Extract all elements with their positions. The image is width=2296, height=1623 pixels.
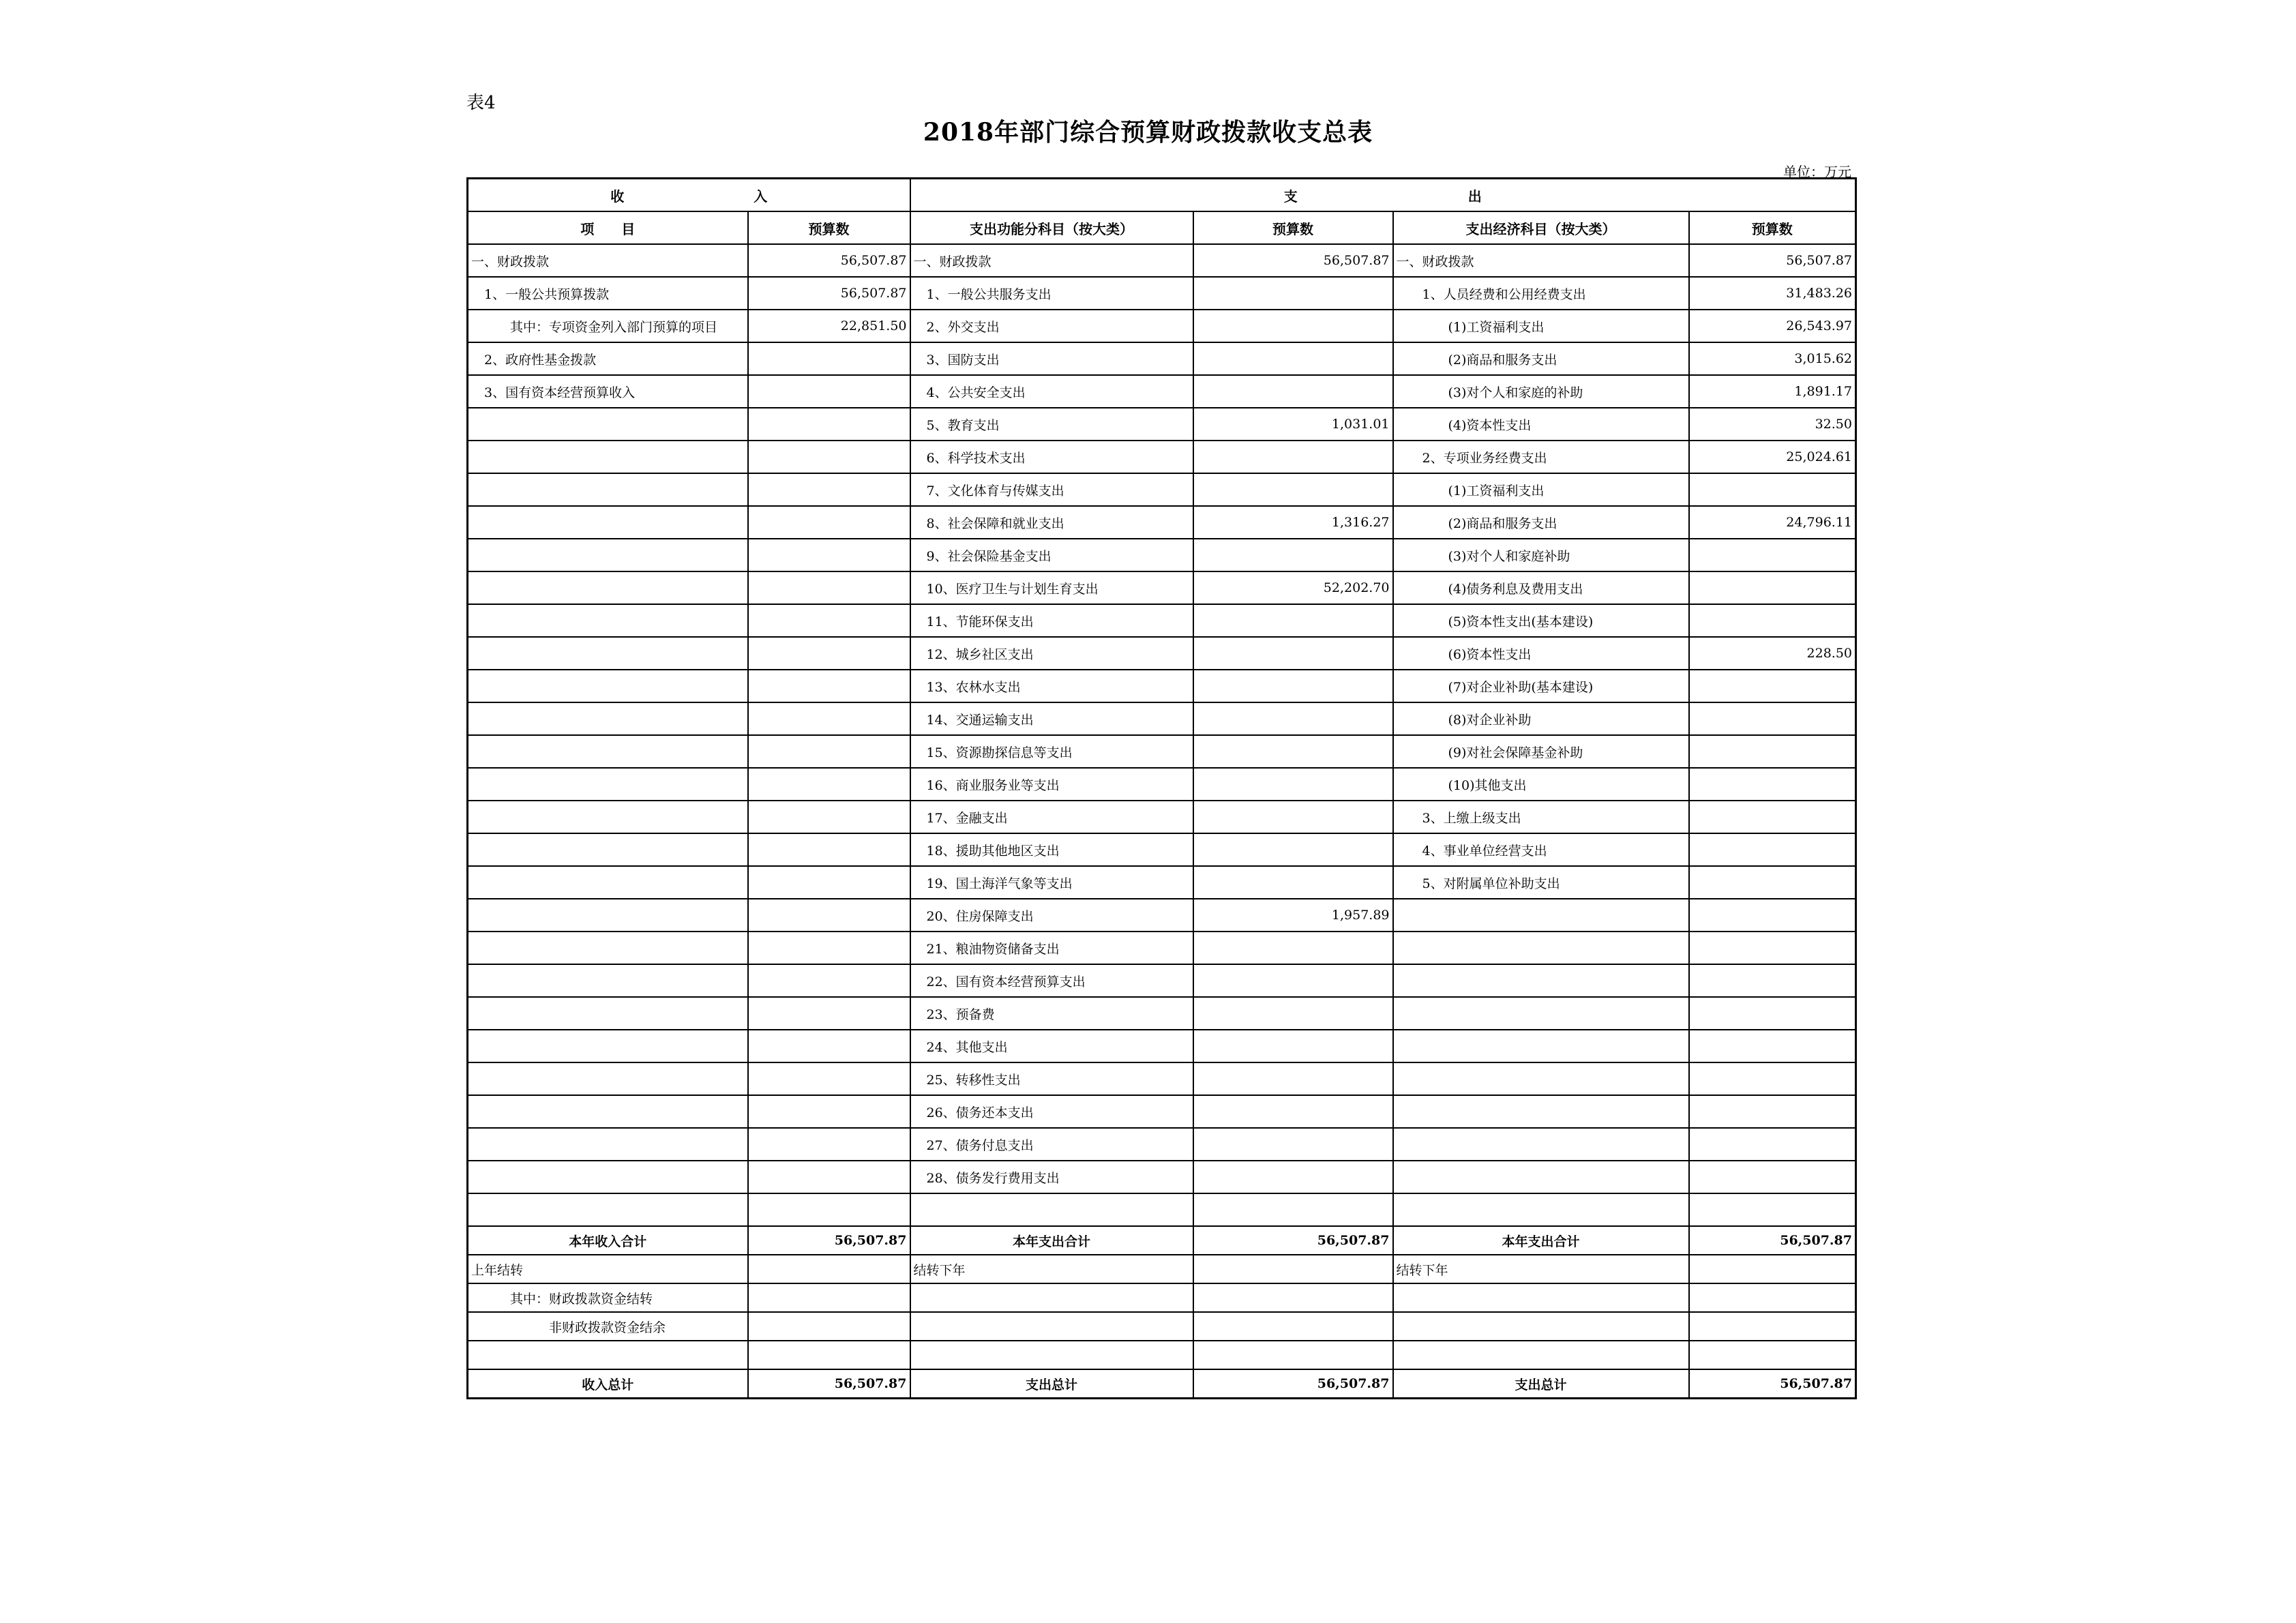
carry-row xyxy=(468,1255,1856,1283)
item-cell xyxy=(1393,1161,1689,1193)
budget-cell xyxy=(748,408,910,441)
item-cell: 本年收入合计 xyxy=(468,1226,748,1255)
item-cell: 3、国有资本经营预算收入 xyxy=(468,375,748,408)
item-cell xyxy=(468,932,748,964)
budget-cell xyxy=(1193,1161,1393,1193)
item-cell xyxy=(468,408,748,441)
budget-cell xyxy=(748,1283,910,1312)
item-cell: 23、预备费 xyxy=(910,997,1193,1030)
col-header-budget-function: 预算数 xyxy=(1193,211,1393,244)
table-row xyxy=(468,1095,1856,1128)
unit-label: 单位：万元 xyxy=(1783,164,1851,180)
table-row xyxy=(468,1193,1856,1226)
budget-cell: 22,851.50 xyxy=(748,310,910,342)
budget-cell xyxy=(748,506,910,539)
item-cell: (2)商品和服务支出 xyxy=(1393,342,1689,375)
item-cell: 一、财政拨款 xyxy=(1393,244,1689,277)
table-row xyxy=(468,473,1856,506)
budget-cell xyxy=(748,1341,910,1369)
item-cell: (1)工资福利支出 xyxy=(1393,310,1689,342)
budget-cell xyxy=(748,964,910,997)
expense-header-char-2: 出 xyxy=(1467,188,1482,205)
item-cell: 25、转移性支出 xyxy=(910,1062,1193,1095)
item-cell xyxy=(468,539,748,571)
item-cell: (8)对企业补助 xyxy=(1393,702,1689,735)
item-cell: 27、债务付息支出 xyxy=(910,1128,1193,1161)
item-cell xyxy=(468,441,748,473)
budget-cell xyxy=(1689,571,1856,604)
item-cell: 15、资源勘探信息等支出 xyxy=(910,735,1193,768)
budget-cell: 25,024.61 xyxy=(1689,441,1856,473)
budget-cell xyxy=(748,375,910,408)
table-row xyxy=(468,506,1856,539)
item-cell xyxy=(1393,1283,1689,1312)
budget-cell: 3,015.62 xyxy=(1689,342,1856,375)
item-cell: 2、外交支出 xyxy=(910,310,1193,342)
item-cell: 3、国防支出 xyxy=(910,342,1193,375)
budget-cell: 1,031.01 xyxy=(1193,408,1393,441)
budget-cell xyxy=(748,670,910,702)
budget-cell xyxy=(748,473,910,506)
table-row xyxy=(468,768,1856,801)
table-row xyxy=(468,932,1856,964)
table-row xyxy=(468,539,1856,571)
income-header-char-2: 入 xyxy=(754,188,768,205)
budget-cell xyxy=(1193,1341,1393,1369)
item-cell: 本年支出合计 xyxy=(910,1226,1193,1255)
item-cell: 21、粮油物资储备支出 xyxy=(910,932,1193,964)
budget-cell xyxy=(1193,1128,1393,1161)
item-cell: 一、财政拨款 xyxy=(910,244,1193,277)
budget-cell xyxy=(1193,768,1393,801)
budget-cell: 1,957.89 xyxy=(1193,899,1393,932)
budget-cell xyxy=(1193,375,1393,408)
budget-cell xyxy=(1689,1128,1856,1161)
budget-cell xyxy=(1689,735,1856,768)
item-cell: 10、医疗卫生与计划生育支出 xyxy=(910,571,1193,604)
item-cell xyxy=(1393,1062,1689,1095)
header-row-sections xyxy=(468,179,1856,212)
item-cell xyxy=(468,768,748,801)
item-cell: 6、科学技术支出 xyxy=(910,441,1193,473)
budget-cell xyxy=(748,801,910,833)
budget-cell xyxy=(1689,702,1856,735)
budget-cell xyxy=(1193,997,1393,1030)
budget-cell xyxy=(748,539,910,571)
budget-cell xyxy=(1193,310,1393,342)
item-cell: 非财政拨款资金结余 xyxy=(468,1312,748,1341)
item-cell xyxy=(1393,1312,1689,1341)
item-cell xyxy=(910,1312,1193,1341)
budget-cell xyxy=(1689,833,1856,866)
table-number: 表4 xyxy=(466,93,496,113)
item-cell xyxy=(468,1030,748,1062)
item-cell xyxy=(468,1161,748,1193)
budget-cell xyxy=(1193,342,1393,375)
col-header-budget-income: 预算数 xyxy=(748,211,910,244)
income-section-header xyxy=(468,179,910,212)
table-row xyxy=(468,670,1856,702)
budget-cell xyxy=(1689,1095,1856,1128)
col-header-economic: 支出经济科目（按大类） xyxy=(1393,211,1689,244)
item-cell: (4)债务利息及费用支出 xyxy=(1393,571,1689,604)
col-header-item: 项 目 xyxy=(468,211,748,244)
item-cell: 16、商业服务业等支出 xyxy=(910,768,1193,801)
table-row xyxy=(468,408,1856,441)
item-cell: 11、节能环保支出 xyxy=(910,604,1193,637)
budget-cell xyxy=(1689,539,1856,571)
budget-cell xyxy=(1193,1095,1393,1128)
item-cell: (10)其他支出 xyxy=(1393,768,1689,801)
item-cell xyxy=(468,997,748,1030)
budget-cell: 56,507.87 xyxy=(1193,1226,1393,1255)
item-cell: 2、专项业务经费支出 xyxy=(1393,441,1689,473)
budget-cell xyxy=(1689,899,1856,932)
item-cell: (5)资本性支出(基本建设) xyxy=(1393,604,1689,637)
item-cell xyxy=(1393,964,1689,997)
item-cell: 12、城乡社区支出 xyxy=(910,637,1193,670)
budget-cell xyxy=(1193,539,1393,571)
budget-cell: 56,507.87 xyxy=(1689,244,1856,277)
table-row xyxy=(468,997,1856,1030)
budget-cell xyxy=(1193,1193,1393,1226)
budget-cell xyxy=(748,899,910,932)
item-cell: 结转下年 xyxy=(1393,1255,1689,1283)
item-cell: 4、公共安全支出 xyxy=(910,375,1193,408)
budget-cell xyxy=(1193,932,1393,964)
item-cell: (3)对个人和家庭的补助 xyxy=(1393,375,1689,408)
item-cell: (4)资本性支出 xyxy=(1393,408,1689,441)
budget-cell xyxy=(1193,866,1393,899)
budget-cell: 32.50 xyxy=(1689,408,1856,441)
item-cell: 2、政府性基金拨款 xyxy=(468,342,748,375)
budget-cell xyxy=(1193,473,1393,506)
item-cell: 结转下年 xyxy=(910,1255,1193,1283)
item-cell: 3、上缴上级支出 xyxy=(1393,801,1689,833)
item-cell xyxy=(1393,1095,1689,1128)
budget-cell xyxy=(748,932,910,964)
item-cell: 其中：专项资金列入部门预算的项目 xyxy=(468,310,748,342)
item-cell xyxy=(1393,997,1689,1030)
budget-cell: 56,507.87 xyxy=(1193,1369,1393,1399)
item-cell: 13、农林水支出 xyxy=(910,670,1193,702)
grand-total-row xyxy=(468,1369,1856,1399)
budget-cell xyxy=(1689,604,1856,637)
budget-cell: 56,507.87 xyxy=(748,1369,910,1399)
item-cell xyxy=(468,670,748,702)
budget-cell xyxy=(1193,604,1393,637)
item-cell: (7)对企业补助(基本建设) xyxy=(1393,670,1689,702)
item-cell: 支出总计 xyxy=(1393,1369,1689,1399)
budget-cell xyxy=(748,768,910,801)
budget-cell xyxy=(748,866,910,899)
budget-cell xyxy=(1193,735,1393,768)
budget-cell xyxy=(1689,1255,1856,1283)
budget-cell xyxy=(1689,473,1856,506)
budget-cell xyxy=(748,441,910,473)
budget-cell xyxy=(1193,637,1393,670)
item-cell: 19、国土海洋气象等支出 xyxy=(910,866,1193,899)
budget-cell xyxy=(1193,1283,1393,1312)
item-cell: (2)商品和服务支出 xyxy=(1393,506,1689,539)
item-cell xyxy=(910,1341,1193,1369)
table-row xyxy=(468,735,1856,768)
budget-cell xyxy=(748,571,910,604)
item-cell xyxy=(468,899,748,932)
budget-cell xyxy=(1193,801,1393,833)
item-cell: 收入总计 xyxy=(468,1369,748,1399)
budget-cell xyxy=(1689,1341,1856,1369)
budget-cell xyxy=(1193,702,1393,735)
budget-cell: 56,507.87 xyxy=(1193,244,1393,277)
item-cell: 20、住房保障支出 xyxy=(910,899,1193,932)
budget-cell xyxy=(1689,932,1856,964)
page-title: 2018年部门综合预算财政拨款收支总表 xyxy=(923,118,1373,147)
budget-cell xyxy=(748,1312,910,1341)
item-cell xyxy=(468,1062,748,1095)
expense-header-char-1: 支 xyxy=(1283,188,1298,205)
item-cell xyxy=(468,1193,748,1226)
budget-cell: 26,543.97 xyxy=(1689,310,1856,342)
item-cell xyxy=(1393,932,1689,964)
budget-cell xyxy=(748,1062,910,1095)
budget-cell xyxy=(748,1095,910,1128)
item-cell: 上年结转 xyxy=(468,1255,748,1283)
budget-cell: 228.50 xyxy=(1689,637,1856,670)
budget-cell xyxy=(1193,670,1393,702)
item-cell xyxy=(910,1193,1193,1226)
item-cell xyxy=(468,473,748,506)
item-cell: 24、其他支出 xyxy=(910,1030,1193,1062)
budget-cell xyxy=(748,833,910,866)
budget-cell: 1,891.17 xyxy=(1689,375,1856,408)
budget-cell: 52,202.70 xyxy=(1193,571,1393,604)
table-row xyxy=(468,1161,1856,1193)
budget-cell xyxy=(1689,670,1856,702)
item-cell: (6)资本性支出 xyxy=(1393,637,1689,670)
item-cell: 5、对附属单位补助支出 xyxy=(1393,866,1689,899)
budget-cell xyxy=(1193,1030,1393,1062)
table-row xyxy=(468,277,1856,310)
item-cell xyxy=(910,1283,1193,1312)
table-row xyxy=(468,310,1856,342)
budget-cell: 56,507.87 xyxy=(748,277,910,310)
budget-cell xyxy=(748,1255,910,1283)
budget-cell xyxy=(1689,1161,1856,1193)
budget-cell xyxy=(1193,1255,1393,1283)
item-cell xyxy=(468,1095,748,1128)
table-row xyxy=(468,899,1856,932)
table-row xyxy=(468,441,1856,473)
budget-cell xyxy=(1193,1312,1393,1341)
item-cell: 17、金融支出 xyxy=(910,801,1193,833)
item-cell: 本年支出合计 xyxy=(1393,1226,1689,1255)
item-cell: 1、人员经费和公用经费支出 xyxy=(1393,277,1689,310)
budget-cell xyxy=(748,604,910,637)
item-cell: 14、交通运输支出 xyxy=(910,702,1193,735)
table-row xyxy=(468,244,1856,277)
budget-cell xyxy=(1193,964,1393,997)
item-cell: 支出总计 xyxy=(910,1369,1193,1399)
budget-cell xyxy=(1193,1062,1393,1095)
table-row xyxy=(468,833,1856,866)
budget-cell: 56,507.87 xyxy=(748,244,910,277)
item-cell: (9)对社会保障基金补助 xyxy=(1393,735,1689,768)
budget-cell xyxy=(1689,1283,1856,1312)
table-row xyxy=(468,571,1856,604)
budget-cell xyxy=(748,1030,910,1062)
col-header-function: 支出功能分科目（按大类） xyxy=(910,211,1193,244)
item-cell: 8、社会保障和就业支出 xyxy=(910,506,1193,539)
item-cell xyxy=(468,571,748,604)
income-header-char-1: 收 xyxy=(610,188,625,205)
item-cell xyxy=(1393,1193,1689,1226)
table-row xyxy=(468,1062,1856,1095)
table-row xyxy=(468,342,1856,375)
year-total-row xyxy=(468,1226,1856,1255)
item-cell xyxy=(468,833,748,866)
item-cell xyxy=(468,604,748,637)
col-header-budget-economic: 预算数 xyxy=(1689,211,1856,244)
table-row xyxy=(468,702,1856,735)
budget-cell xyxy=(1689,1062,1856,1095)
item-cell: 1、一般公共预算拨款 xyxy=(468,277,748,310)
table-row xyxy=(468,1030,1856,1062)
item-cell xyxy=(468,702,748,735)
item-cell xyxy=(468,866,748,899)
budget-cell: 31,483.26 xyxy=(1689,277,1856,310)
carry-row xyxy=(468,1312,1856,1341)
budget-cell xyxy=(748,1128,910,1161)
item-cell: 5、教育支出 xyxy=(910,408,1193,441)
table-row xyxy=(468,801,1856,833)
item-cell: 9、社会保险基金支出 xyxy=(910,539,1193,571)
item-cell xyxy=(468,1341,748,1369)
item-cell: 28、债务发行费用支出 xyxy=(910,1161,1193,1193)
item-cell xyxy=(1393,1341,1689,1369)
item-cell xyxy=(468,1128,748,1161)
budget-cell xyxy=(1689,1030,1856,1062)
budget-cell xyxy=(1689,1193,1856,1226)
item-cell: (1)工资福利支出 xyxy=(1393,473,1689,506)
budget-cell xyxy=(748,997,910,1030)
budget-cell xyxy=(1689,801,1856,833)
item-cell: 4、事业单位经营支出 xyxy=(1393,833,1689,866)
item-cell xyxy=(468,964,748,997)
carry-row xyxy=(468,1341,1856,1369)
item-cell: 22、国有资本经营预算支出 xyxy=(910,964,1193,997)
budget-cell xyxy=(748,702,910,735)
carry-row xyxy=(468,1283,1856,1312)
table-row xyxy=(468,866,1856,899)
table-row xyxy=(468,604,1856,637)
item-cell xyxy=(1393,899,1689,932)
budget-cell xyxy=(1193,277,1393,310)
item-cell xyxy=(468,637,748,670)
budget-cell xyxy=(1193,441,1393,473)
item-cell: 18、援助其他地区支出 xyxy=(910,833,1193,866)
budget-cell xyxy=(1689,997,1856,1030)
item-cell xyxy=(468,735,748,768)
table-row xyxy=(468,964,1856,997)
budget-cell xyxy=(748,637,910,670)
budget-cell: 56,507.87 xyxy=(1689,1226,1856,1255)
item-cell: 26、债务还本支出 xyxy=(910,1095,1193,1128)
budget-cell xyxy=(748,1161,910,1193)
item-cell xyxy=(468,506,748,539)
budget-cell xyxy=(1193,833,1393,866)
item-cell: (3)对个人和家庭补助 xyxy=(1393,539,1689,571)
item-cell xyxy=(1393,1030,1689,1062)
item-cell: 1、一般公共服务支出 xyxy=(910,277,1193,310)
budget-cell xyxy=(1689,1312,1856,1341)
item-cell xyxy=(1393,1128,1689,1161)
item-cell: 其中：财政拨款资金结转 xyxy=(468,1283,748,1312)
budget-cell xyxy=(748,735,910,768)
budget-table xyxy=(466,177,1857,1399)
item-cell: 一、财政拨款 xyxy=(468,244,748,277)
budget-cell: 24,796.11 xyxy=(1689,506,1856,539)
header-row-columns xyxy=(468,211,1856,244)
budget-cell xyxy=(1689,768,1856,801)
expense-section-header xyxy=(910,179,1856,212)
table-row xyxy=(468,637,1856,670)
budget-cell: 56,507.87 xyxy=(748,1226,910,1255)
budget-cell xyxy=(1689,964,1856,997)
budget-cell xyxy=(748,342,910,375)
item-cell xyxy=(468,801,748,833)
budget-cell: 1,316.27 xyxy=(1193,506,1393,539)
budget-cell: 56,507.87 xyxy=(1689,1369,1856,1399)
budget-cell xyxy=(1689,866,1856,899)
budget-cell xyxy=(748,1193,910,1226)
item-cell: 7、文化体育与传媒支出 xyxy=(910,473,1193,506)
table-row xyxy=(468,375,1856,408)
table-row xyxy=(468,1128,1856,1161)
